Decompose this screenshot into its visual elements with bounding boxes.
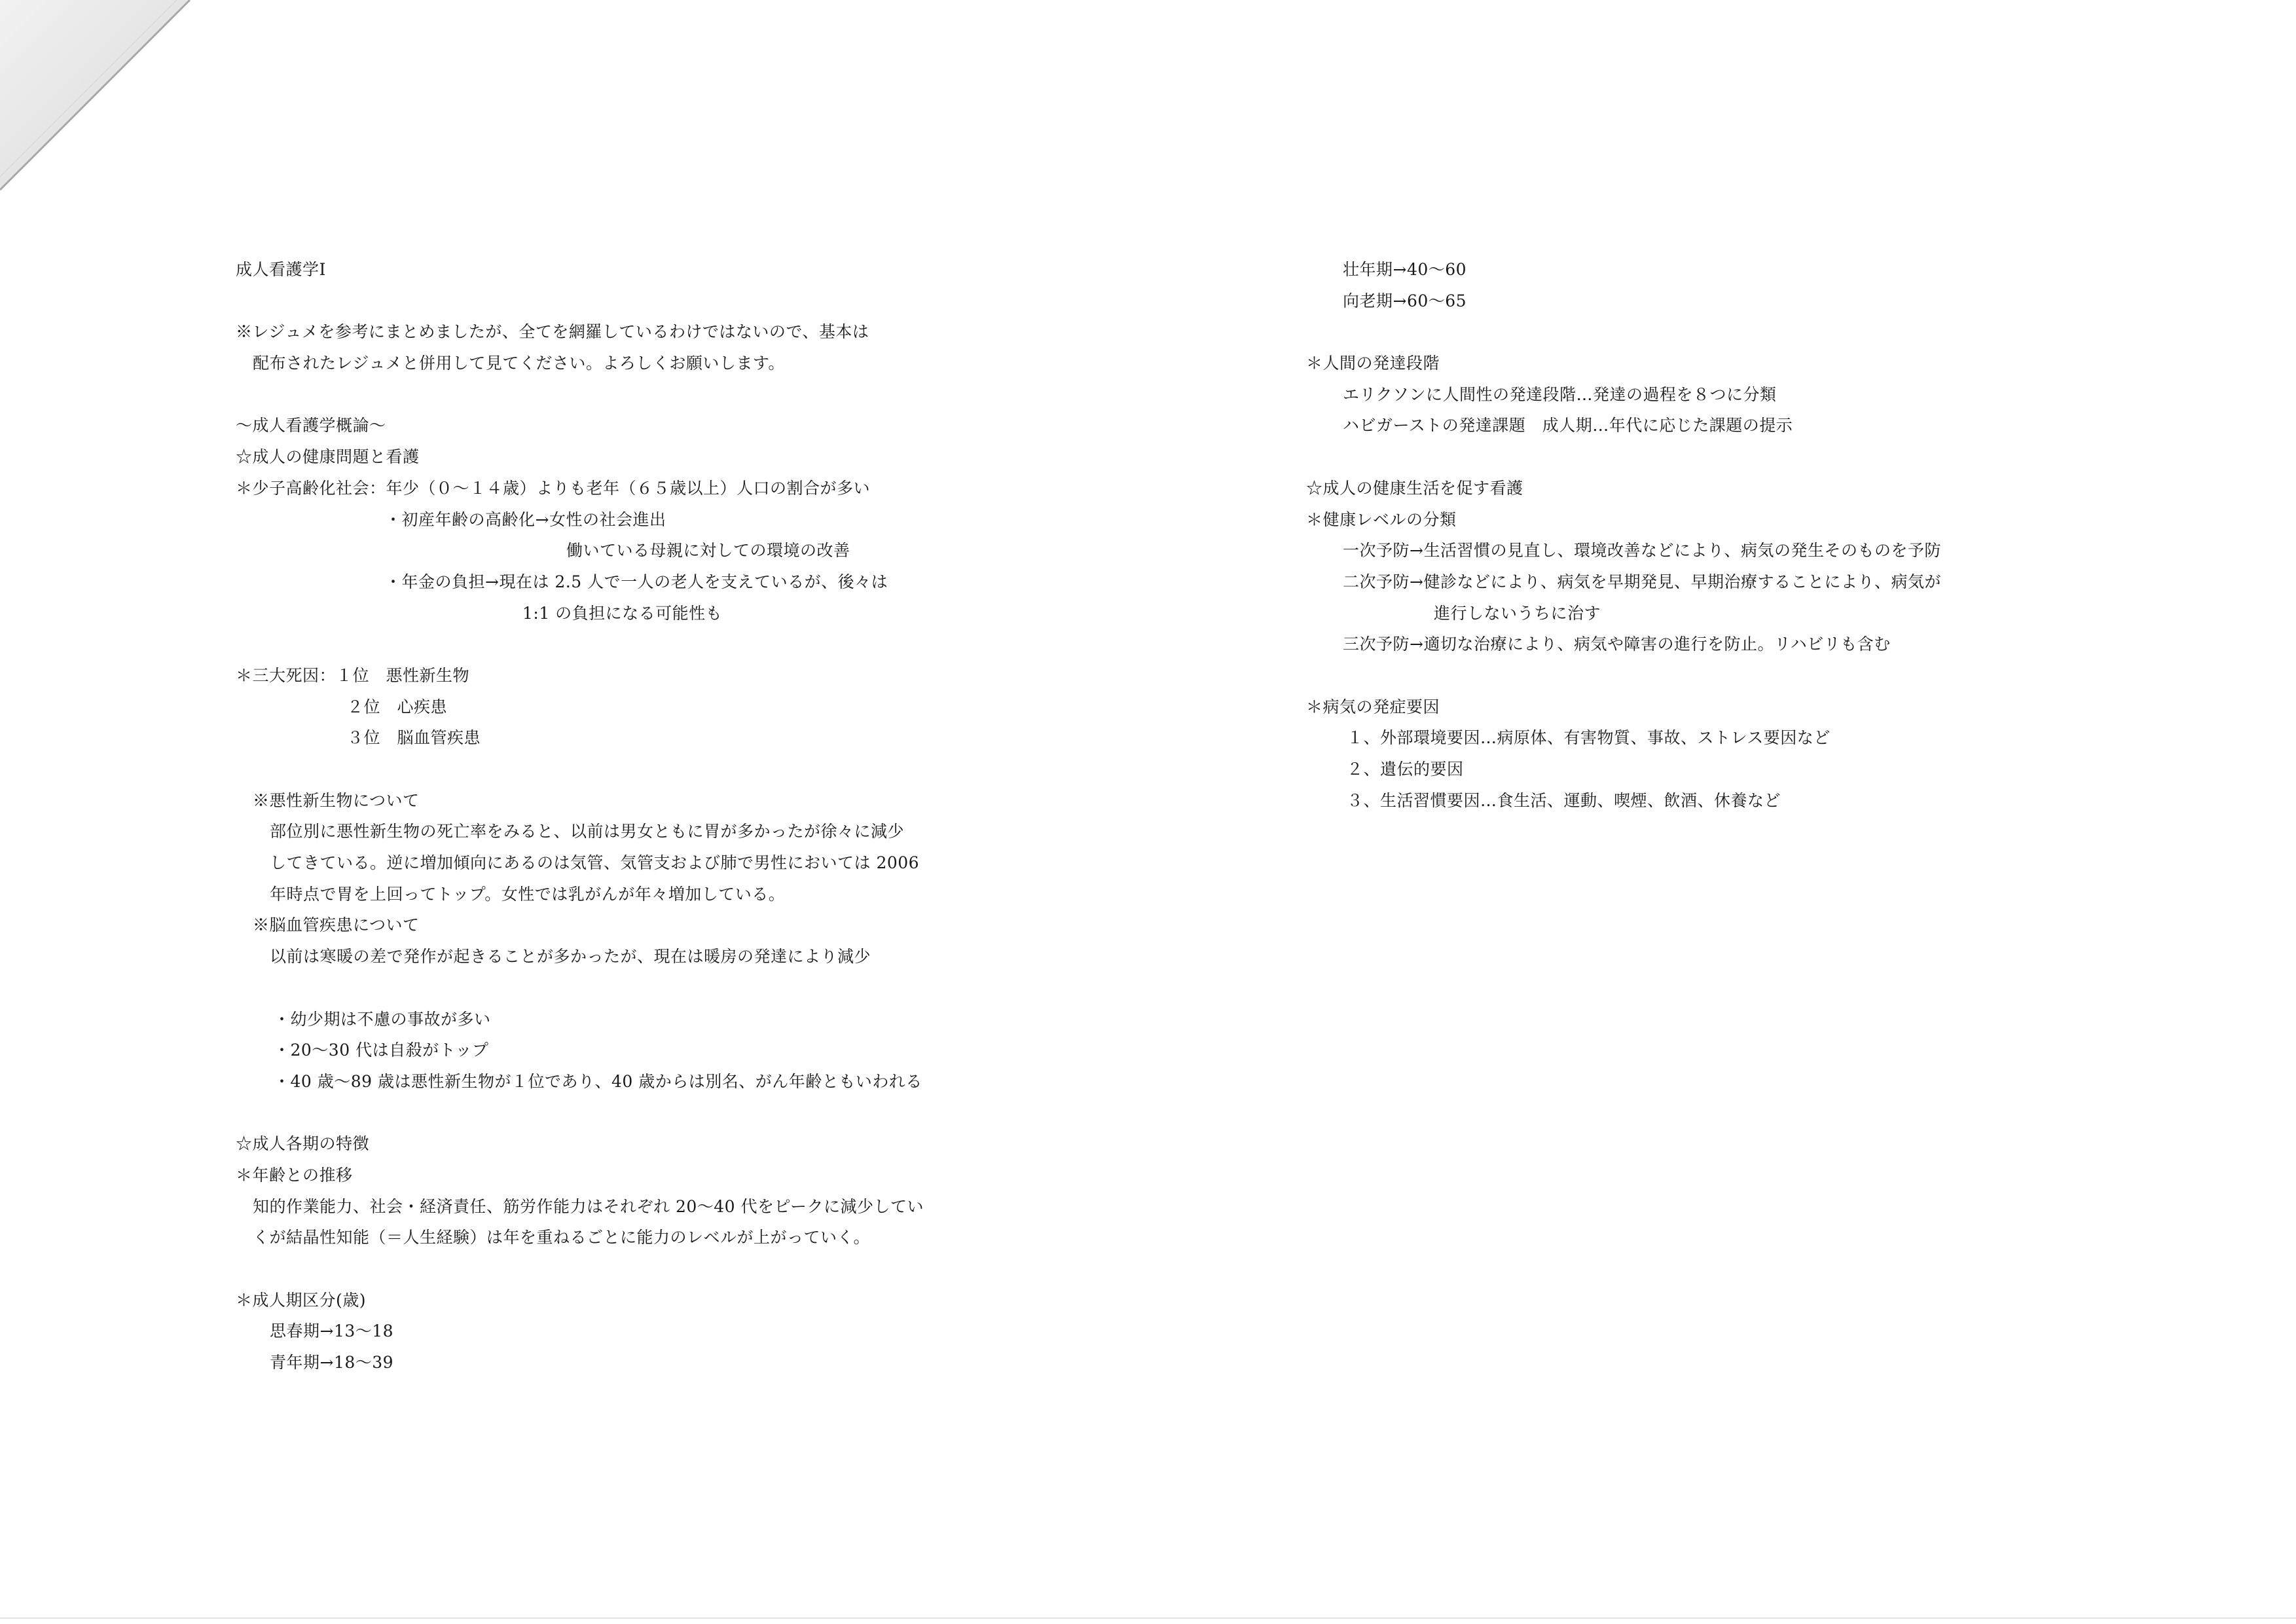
cause-item: １、外部環境要因…病原体、有害物質、事故、ストレス要因など <box>1347 728 1831 748</box>
dev-item: ハビガーストの発達課題 成人期…年代に応じた課題の提示 <box>1343 416 1793 435</box>
heading-health-promotion: ☆成人の健康生活を促す看護 <box>1306 478 1523 498</box>
period-item: 向老期→60～65 <box>1343 291 1467 310</box>
age-bullet: ・40 歳～89 歳は悪性新生物が１位であり、40 歳からは別名、がん年齢ともいわれる <box>274 1071 922 1091</box>
spacer <box>1306 316 2157 348</box>
neoplasm-paragraph: してきている。逆に増加傾向にあるのは気管、気管支および肺で男性においては 2006 <box>270 853 920 873</box>
trend-paragraph: くが結晶性知能（＝人生経験）は年を重ねるごとに能力のレベルが上がっていく。 <box>253 1228 871 1247</box>
cause-heading: ＊病気の発症要因 <box>1306 697 1440 716</box>
trend-paragraph: 知的作業能力、社会・経済責任、筋労作能力はそれぞれ 20～40 代をピークに減少してい <box>253 1196 924 1216</box>
age-bullet: ・20～30 代は自殺がトップ <box>274 1041 489 1060</box>
spacer <box>1306 441 2157 473</box>
death-cause-line: ３位 脳血管疾患 <box>347 728 481 748</box>
prevention-item: 二次予防→健診などにより、病気を早期発見、早期治療することにより、病気が <box>1343 572 1941 591</box>
spacer <box>236 379 1021 411</box>
folded-corner <box>0 0 196 196</box>
spacer <box>1306 660 2157 692</box>
scan-bottom-edge <box>0 1617 2296 1619</box>
neoplasm-paragraph: 年時点で胃を上回ってトップ。女性では乳がんが年々増加している。 <box>270 884 786 904</box>
neoplasm-paragraph: 部位別に悪性新生物の死亡率をみると、以前は男女ともに胃が多かったが徐々に減少 <box>270 822 905 841</box>
doc-title: 成人看護学Ⅰ <box>236 260 326 279</box>
prevention-item: 一次予防→生活習慣の見直し、環境改善などにより、病気の発生そのものを予防 <box>1343 541 1941 561</box>
period-item: 青年期→18～39 <box>270 1353 394 1373</box>
cvd-heading: ※脳血管疾患について <box>253 915 420 935</box>
age-bullet: ・幼少期は不慮の事故が多い <box>274 1009 491 1029</box>
aging-society-line: ＊少子高齢化社会：年少（０～１４歳）よりも老年（６５歳以上）人口の割合が多い <box>236 478 871 498</box>
period-heading: ＊成人期区分(歳) <box>236 1290 367 1310</box>
aging-bullet: ・初産年齢の高齢化→女性の社会進出 <box>385 509 666 529</box>
note-line: ※レジュメを参考にまとめましたが、全てを網羅しているわけではないので、基本は <box>236 322 869 342</box>
right-column <box>1306 254 2157 816</box>
spacer <box>236 972 1021 1004</box>
period-item: 思春期→13～18 <box>270 1321 394 1341</box>
prevention-item-cont: 進行しないうちに治す <box>1434 603 1601 623</box>
dev-heading: ＊人間の発達段階 <box>1306 354 1440 373</box>
dev-item: エリクソンに人間性の発達段階…発達の過程を８つに分類 <box>1343 384 1777 404</box>
neoplasm-heading: ※悪性新生物について <box>253 790 420 810</box>
spacer <box>236 286 1021 317</box>
prevention-item: 三次予防→適切な治療により、病気や障害の進行を防止。リハビリも含む <box>1343 635 1891 654</box>
aging-bullet: ・年金の負担→現在は 2.5 人で一人の老人を支えているが、後々は <box>385 572 888 591</box>
heading-health-problems: ☆成人の健康問題と看護 <box>236 447 420 467</box>
spacer <box>236 754 1021 785</box>
aging-bullet-cont: 1:1 の負担になる可能性も <box>522 603 723 623</box>
spacer <box>236 1098 1021 1129</box>
period-item: 壮年期→40～60 <box>1343 260 1467 279</box>
left-column <box>236 254 1021 1378</box>
death-cause-line: ２位 心疾患 <box>347 697 448 716</box>
spacer <box>236 1253 1021 1285</box>
cause-item: ２、遺伝的要因 <box>1347 760 1464 779</box>
aging-bullet-cont: 働いている母親に対しての環境の改善 <box>566 541 850 561</box>
spacer <box>236 629 1021 660</box>
cvd-paragraph: 以前は寒暖の差で発作が起きることが多かったが、現在は暖房の発達により減少 <box>270 947 871 967</box>
trend-heading: ＊年齢との推移 <box>236 1165 353 1185</box>
cause-item: ３、生活習慣要因…食生活、運動、喫煙、飲酒、休養など <box>1347 790 1781 810</box>
level-heading: ＊健康レベルの分類 <box>1306 509 1457 529</box>
note-line: 配布されたレジュメと併用して見てください。よろしくお願いします。 <box>253 354 785 373</box>
death-cause-line: ＊三大死因：１位 悪性新生物 <box>236 665 470 685</box>
section-title: ～成人看護学概論～ <box>236 416 386 435</box>
heading-adult-stages: ☆成人各期の特徴 <box>236 1134 370 1154</box>
